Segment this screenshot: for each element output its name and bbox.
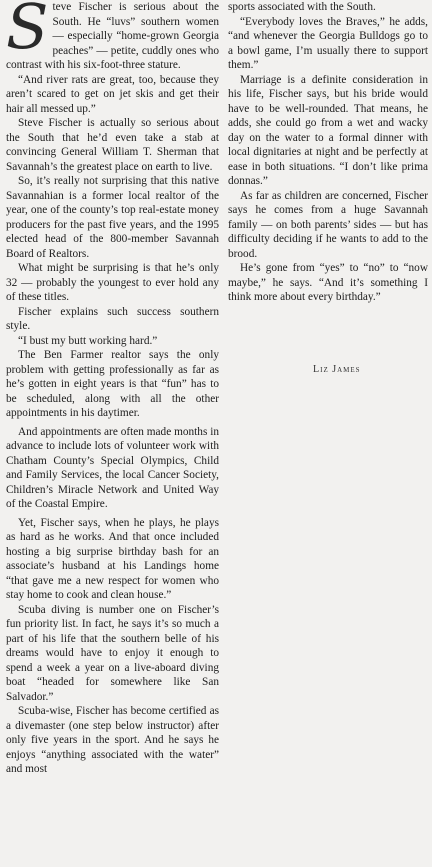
paragraph: “And river rats are great, too, because they aren’t scared to get on jet skis and get their hair all messed up.” [6,73,219,115]
paragraph: Scuba diving is number one on Fischer’s fun priority list. In fact, he says it’s so much a part of his life that the southern belle of his dreams would have to enjoy it enough to spend a week a year on a live-aboard diving boat “headed for somewhere like San Salvador.” [6,603,219,703]
paragraph: And appointments are often made months in advance to include lots of volunteer work with Chatham County’s Special Olympics, Child and Family Services, the local Cancer Society, Children’s Miracle Network and United Way of the Coastal Empire. [6,425,219,510]
left-column [6,0,219,777]
right-column [228,0,428,305]
drop-cap: S [6,0,49,63]
paragraph: Fischer explains such success southern style. [6,305,219,332]
paragraph: Marriage is a definite consideration in his life, Fischer says, but his bride would have to be well-rounded. That means, he adds, she could go from a wet and wacky day on the water to a formal dinner with local dignitaries at night and be perfectly at ease in both situations. “I don’t like prima donnas.” [228,73,428,187]
paragraph: Steve Fischer is actually so serious about the South that he’d even take a stab at convincing General William T. Sherman that Savannah’s the greatest place on earth to live. [6,117,219,173]
paragraph: Yet, Fischer says, when he plays, he plays as hard as he works. And that once included hosting a big surprise birthday bash for an associate’s husband at his Landings home “that gave me a new respect for women who stay home to cook and clean house.” [6,516,219,601]
byline: Liz James [313,364,361,375]
paragraph: “Everybody loves the Braves,” he adds, “and whenever the Georgia Bulldogs go to a bowl game, I’m usually there to support them.” [228,15,428,71]
paragraph: As far as children are concerned, Fischer says he comes from a huge Savannah family — on both parents’ sides — but has difficulty deciding if he wants to add to the brood. [228,189,428,260]
paragraph: teve Fischer is serious about the South. He “luvs” southern women — especially “home-grown Georgia peaches” — petite, cuddly ones who contrast with his six-foot-three stature. [6,1,219,71]
paragraph: sports associated with the South. [228,1,376,13]
paragraph: Scuba-wise, Fischer has become certified as a divemaster (one step below instructor) after only five years in the sport. And he says he enjoys “anything associated with the water” and most [6,705,219,775]
paragraph: He’s gone from “yes” to “no” to “now maybe,” he says. “And it’s something I think more about every birthday.” [228,262,428,303]
paragraph: So, it’s really not surprising that this native Savannahian is a former local realtor of the year, one of the county’s top real-estate money producers for the past five years, and the 1995 elected head of the 800-member Savannah Board of Realtors. [6,175,219,260]
paragraph: “I bust my butt working hard.” [18,334,158,347]
paragraph: What might be surprising is that he’s only 32 — probably the youngest to ever hold any of these titles. [6,262,219,303]
paragraph: The Ben Farmer realtor says the only problem with getting professionally as far as he’s gotten in eight years is that “fun” has to be scheduled, along with all the other appointments in his daytimer. [6,349,219,419]
